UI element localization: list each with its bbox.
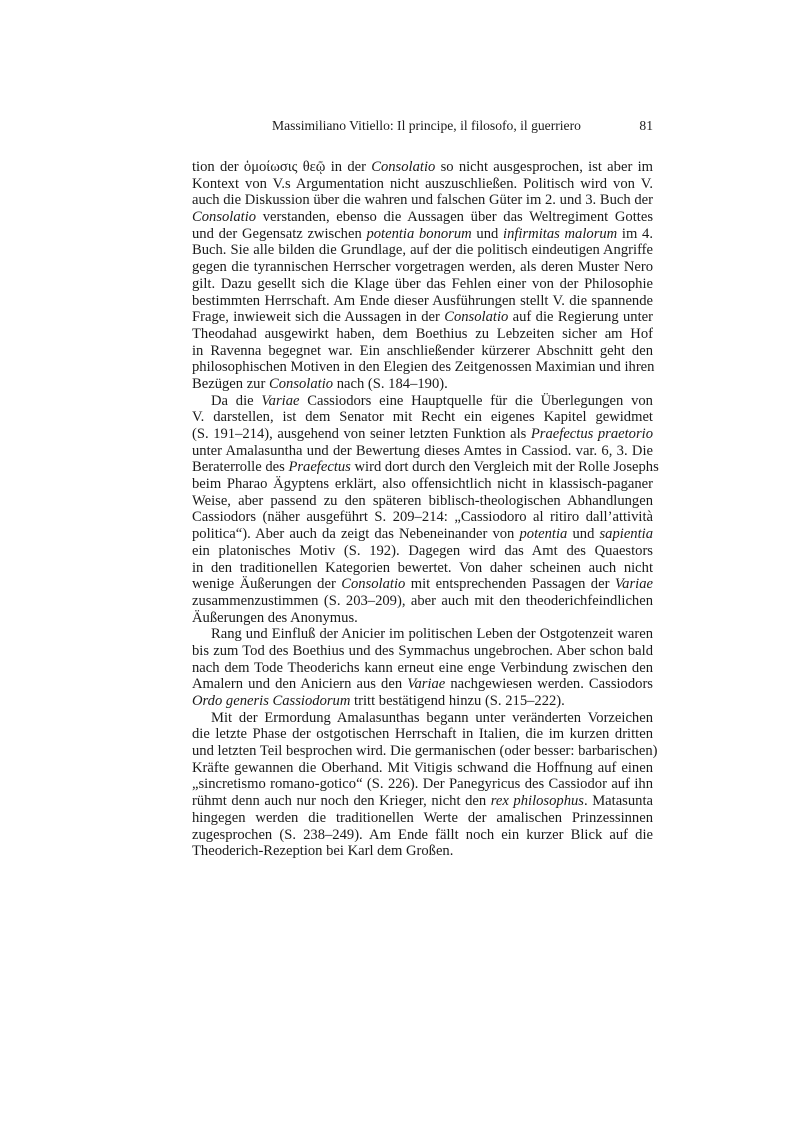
- italic-text: Praefectus: [288, 459, 351, 476]
- italic-text: infirmitas malorum: [503, 225, 618, 242]
- paragraph: [192, 626, 653, 709]
- text-line: [192, 159, 653, 176]
- paragraph: [192, 392, 659, 627]
- text-line: [192, 209, 653, 226]
- text-segment: so nicht ausgesprochen, ist aber im: [435, 159, 653, 175]
- text-segment: Kräfte gewannen die Oberhand. Mit Vitigis schwand die Hoffnung auf einen: [192, 759, 653, 776]
- text-segment: nach dem Tode Theoderichs kann erneut eine enge Verbindung zwischen den: [192, 659, 653, 676]
- text-segment: Theodahad ausgewirkt haben, dem Boethius zu Lebzeiten sicher am Hof: [192, 325, 653, 342]
- text-line: [192, 843, 653, 860]
- text-line: [192, 293, 653, 310]
- paragraph: [192, 159, 653, 393]
- text-line: [192, 726, 653, 743]
- text-segment: in den traditionellen Kategorien bewertet. Von daher scheinen auch nicht: [192, 559, 653, 576]
- text-segment: verstanden, ebenso die Aussagen über das Weltregiment Gottes: [256, 209, 653, 226]
- text-segment: zugesprochen (S. 238–249). Am Ende fällt noch ein kurzer Blick auf die: [192, 826, 653, 843]
- italic-text: Consolatio: [269, 375, 334, 392]
- text-segment: . Matasunta: [583, 793, 653, 810]
- text-line: [192, 176, 653, 193]
- text-segment: tion der ὁμοίωσις θεῷ in der: [192, 159, 372, 175]
- text-segment: und: [471, 225, 504, 242]
- text-segment: Bezügen zur: [192, 375, 269, 392]
- text-segment: Weise, aber passend zu den späteren biblisch-theologischen Abhandlungen: [192, 492, 653, 509]
- text-line: [192, 610, 653, 627]
- italic-text: potentia bonorum: [366, 225, 472, 242]
- text-segment: (S. 191–214), ausgehend von seiner letzten Funktion als: [192, 426, 531, 442]
- italic-text: Variae: [261, 392, 300, 409]
- text-line: [192, 593, 653, 610]
- text-line: [192, 660, 653, 677]
- text-line: [192, 276, 653, 293]
- text-line: [192, 710, 653, 727]
- text-segment: auch die Diskussion über die wahren und falschen Güter im 2. und 3. Buch der: [192, 192, 653, 209]
- italic-text: Consolatio: [371, 159, 436, 175]
- text-line: [192, 693, 653, 710]
- text-segment: politica“). Aber auch da zeigt das Nebeneinander von: [192, 526, 520, 543]
- text-segment: Frage, inwieweit sich die Aussagen in der: [192, 309, 445, 326]
- text-line: [192, 343, 653, 360]
- text-segment: wird dort durch den Vergleich mit der Rolle Josephs: [350, 459, 659, 476]
- text-line: [192, 560, 653, 577]
- text-segment: gegen die tyrannischen Herrscher vorgetragen werden, als deren Muster Nero: [192, 259, 653, 276]
- text-segment: und: [567, 526, 600, 543]
- italic-text: Variae: [407, 676, 446, 693]
- text-line: [192, 409, 653, 426]
- text-line: [192, 476, 653, 493]
- text-segment: zusammenzustimmen (S. 203–209), aber auch mit den theoderichfeindlichen: [192, 592, 653, 609]
- text-segment: philosophischen Motiven in den Elegien des Zeitgenossen Maximian und ihren: [192, 359, 655, 376]
- text-line: [192, 810, 653, 827]
- text-line: [192, 326, 653, 343]
- text-line: [192, 743, 658, 760]
- text-line: [192, 226, 653, 243]
- italic-text: Ordo generis Cassiodorum: [192, 693, 351, 709]
- text-segment: unter Amalasuntha und der Bewertung dieses Amtes in Cassiod. var. 6, 3. Die: [192, 442, 653, 459]
- text-segment: und der Gegensatz zwischen: [192, 225, 367, 242]
- text-segment: gilt. Dazu gesellt sich die Klage über das Fehlen einer von der Philosophie: [192, 275, 653, 292]
- paragraph: [192, 709, 658, 860]
- running-title: Massimiliano Vitiello: Il principe, il filosofo, il guerriero: [272, 118, 581, 133]
- text-line: [192, 309, 653, 326]
- text-segment: „sincretismo romano-gotico“ (S. 226). Der Panegyricus des Cassiodor auf ihn: [192, 776, 653, 793]
- italic-text: Praefectus praetorio: [530, 426, 653, 442]
- text-segment: nach (S. 184–190).: [333, 375, 448, 392]
- text-segment: Amalern und den Aniciern aus den: [192, 676, 408, 693]
- text-line: [192, 443, 653, 460]
- text-segment: Mit der Ermordung Amalasunthas begann unter veränderten Vorzeichen: [211, 709, 653, 726]
- text-line: [192, 776, 653, 793]
- text-segment: V. darstellen, ist dem Senator mit Recht ein eigenes Kapitel gewidmet: [192, 409, 653, 426]
- text-line: [192, 526, 653, 543]
- text-line: [192, 760, 653, 777]
- text-line: [192, 509, 653, 526]
- italic-text: potentia: [519, 526, 568, 543]
- text-segment: Kontext von V.s Argumentation nicht auszuschließen. Politisch wird von V.: [192, 175, 653, 192]
- text-segment: ein platonisches Motiv (S. 192). Dagegen wird das Amt des Quaestors: [192, 542, 653, 559]
- text-segment: rühmt denn auch nur noch den Krieger, nicht den: [192, 793, 491, 810]
- text-segment: bis zum Tod des Boethius und des Symmachus ungebrochen. Aber schon bald: [192, 642, 653, 659]
- body-text: [192, 159, 659, 860]
- italic-text: Variae: [614, 576, 653, 593]
- text-line: [192, 242, 653, 259]
- text-line: [192, 459, 659, 476]
- text-line: [192, 676, 653, 693]
- text-segment: Rang und Einfluß der Anicier im politischen Leben der Ostgotenzeit waren: [211, 626, 653, 643]
- italic-text: Consolatio: [444, 309, 509, 326]
- text-line: [192, 576, 653, 593]
- text-segment: Theoderich-Rezeption bei Karl dem Großen.: [192, 843, 454, 860]
- italic-text: Consolatio: [192, 209, 257, 226]
- text-segment: bestimmten Herrschaft. Am Ende dieser Ausführungen stellt V. die spannende: [192, 292, 653, 309]
- text-segment: mit entsprechenden Passagen der: [405, 576, 615, 593]
- text-line: [192, 827, 653, 844]
- italic-text: sapientia: [599, 526, 654, 543]
- text-segment: Buch. Sie alle bilden die Grundlage, auf der die politisch eindeutigen Angriffe: [192, 242, 653, 259]
- text-segment: Da die: [211, 392, 262, 409]
- text-line: [192, 376, 653, 393]
- page-number: 81: [639, 118, 653, 133]
- text-line: [192, 426, 653, 443]
- text-line: [192, 643, 653, 660]
- text-segment: hingegen werden die traditionellen Werte der amalischen Prinzessinnen: [192, 809, 653, 826]
- text-line: [192, 359, 653, 376]
- italic-text: Consolatio: [341, 576, 406, 593]
- text-segment: die letzte Phase der ostgotischen Herrschaft in Italien, die im kurzen dritten: [192, 726, 653, 743]
- text-segment: im 4.: [617, 225, 653, 242]
- text-segment: wenige Äußerungen der: [192, 576, 342, 593]
- text-segment: Äußerungen des Anonymus.: [192, 609, 358, 626]
- text-segment: Beraterrolle des: [192, 459, 289, 476]
- text-segment: Cassiodors (näher ausgeführt S. 209–214: „Cassiodoro al ritiro dall’attività: [192, 509, 653, 526]
- text-segment: auf die Regierung unter: [508, 309, 653, 326]
- text-segment: und letzten Teil besprochen wird. Die germanischen (oder besser: barbarischen): [192, 743, 658, 760]
- text-line: [192, 626, 653, 643]
- text-line: [192, 543, 653, 560]
- text-segment: tritt bestätigend hinzu (S. 215–222).: [350, 693, 565, 709]
- text-line: [192, 393, 653, 410]
- text-line: [192, 192, 653, 209]
- text-line: [192, 793, 653, 810]
- text-segment: nachgewiesen werden. Cassiodors: [445, 676, 653, 693]
- text-segment: beim Pharao Ägyptens erklärt, also offensichtlich nicht in klassisch-paganer: [192, 476, 653, 493]
- italic-text: rex philosophus: [490, 793, 584, 810]
- text-segment: Cassiodors eine Hauptquelle für die Überlegungen von: [299, 392, 653, 409]
- text-line: [192, 259, 653, 276]
- text-segment: in Ravenna begegnet war. Ein anschließender kürzerer Abschnitt geht den: [192, 342, 653, 359]
- text-line: [192, 493, 653, 510]
